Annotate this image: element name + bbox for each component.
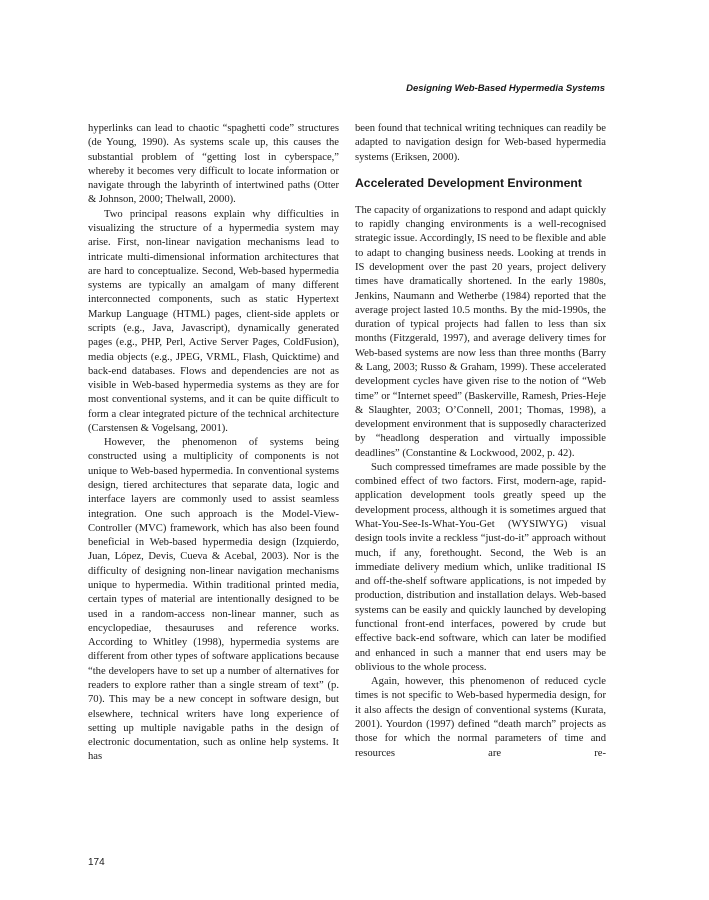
left-column (88, 122, 339, 765)
paragraph: However, the phenomenon of systems being constructed using a multiplicity of components is not unique to Web-based hypermedia. In conventional systems design, tiered architectures that separate data, logic and interface layers are commonly used to assist seamless integration. One such approach is the Model-View-Controller (MVC) framework, which has also been found beneficial in Web-based hypermedia design (Izquierdo, Juan, López, Devis, Cueva & Acebal, 2003). Nor is the difficulty of designing non-linear navigation mechanisms unique to hypermedia. Within traditional printed media, certain types of material are intentionally designed to be used in a random-access non-linear manner, such as encyclopediae, thesauruses and reference works. According to Whitley (1998), hypermedia systems are different from other types of software applications because “the developers have to set up a number of alternatives for readers to explore rather than a single stream of text” (p. 70). This may be a new concept in software design, but elsewhere, technical writers have long experience of setting up multiple navigable paths in the design of electronic documentation, such as online help systems. It has (88, 437, 339, 763)
right-column (355, 122, 606, 761)
paragraph: Two principal reasons explain why difficulties in visualizing the structure of a hypermedia system may arise. First, non-linear navigation mechanisms lead to intricate multi-dimensional information architectures that are hard to conceptualize. Second, Web-based hypermedia systems are typically an amalgam of many different interconnected components, such as static Hypertext Markup Language (HTML) pages, client-side applets or scripts (e.g., Java, Javascript), dynamically generated pages (e.g., PHP, Perl, Active Server Pages, ColdFusion), media objects (e.g., JPEG, VRML, Flash, Quicktime) and back-end databases. Flows and dependencies are not as visible in Web-based hypermedia systems as they are for most conventional systems, and it can be quite difficult to form a clear integrated picture of the technical architecture (Carstensen & Vogelsang, 2001). (88, 208, 339, 434)
paragraph: Again, however, this phenomenon of reduced cycle times is not specific to Web-based hypermedia design, for it also affects the design of conventional systems (Kurata, 2001). Yourdon (1997) defined “death march” projects as those for which the normal parameters of time and resources are re- (355, 676, 606, 759)
paragraph: The capacity of organizations to respond and adapt quickly to rapidly changing environments is a well-recognised strategic issue. Accordingly, IS need to be flexible and able to adapt to changing business needs. Looking at trends in IS development over the past 20 years, project delivery times have dramatically shortened. In the early 1980s, Jenkins, Naumann and Wetherbe (1984) reported that the average project lasted 10.5 months. By the mid-1990s, the duration of typical projects had fallen to less than six months (Fitzgerald, 1997), and average delivery times for Web-based systems are now less than three months (Barry & Lang, 2003; Russo & Graham, 1999). These accelerated development cycles have given rise to the notion of “Web time” or “Internet speed” (Baskerville, Ramesh, Pries-Heje & Slaughter, 2003; O’Connell, 2001; Thomas, 1998), a development environment that is supposedly characterized by “headlong desperation and virtually impossible deadlines” (Constantine & Lockwood, 2002, p. 42). (355, 204, 606, 459)
running-head: Designing Web-Based Hypermedia Systems (406, 83, 605, 94)
section-heading: Accelerated Development Environment (355, 175, 582, 190)
paragraph: hyperlinks can lead to chaotic “spaghetti code” structures (de Young, 1990). As systems scale up, this causes the substantial problem of “getting lost in cyberspace,” whereby it becomes very difficult to locate information or navigate through the labyrinth of intertwined paths (Otter & Johnson, 2000; Thelwall, 2000). (88, 123, 339, 206)
page-number: 174 (88, 857, 105, 868)
paragraph: been found that technical writing techniques can readily be adapted to navigation design for Web-based hypermedia systems (Eriksen, 2000). (355, 123, 606, 163)
paragraph: Such compressed timeframes are made possible by the combined effect of two factors. First, modern-age, rapid-application development tools greatly speed up the development process, although it is sometimes argued that What-You-See-Is-What-You-Get (WYSIWYG) visual design tools invite a reckless “just-do-it” approach without much, if any, forethought. Second, the Web is an immediate delivery medium which, unlike traditional IS and off-the-shelf software applications, is not impeded by production, distribution and installation delays. Web-based systems can be easily and quickly launched by developing functional front-end interfaces, powered by crude but effective back-end software, which can later be modified and enhanced in such a manner that end users may be oblivious to the whole process. (355, 461, 606, 673)
